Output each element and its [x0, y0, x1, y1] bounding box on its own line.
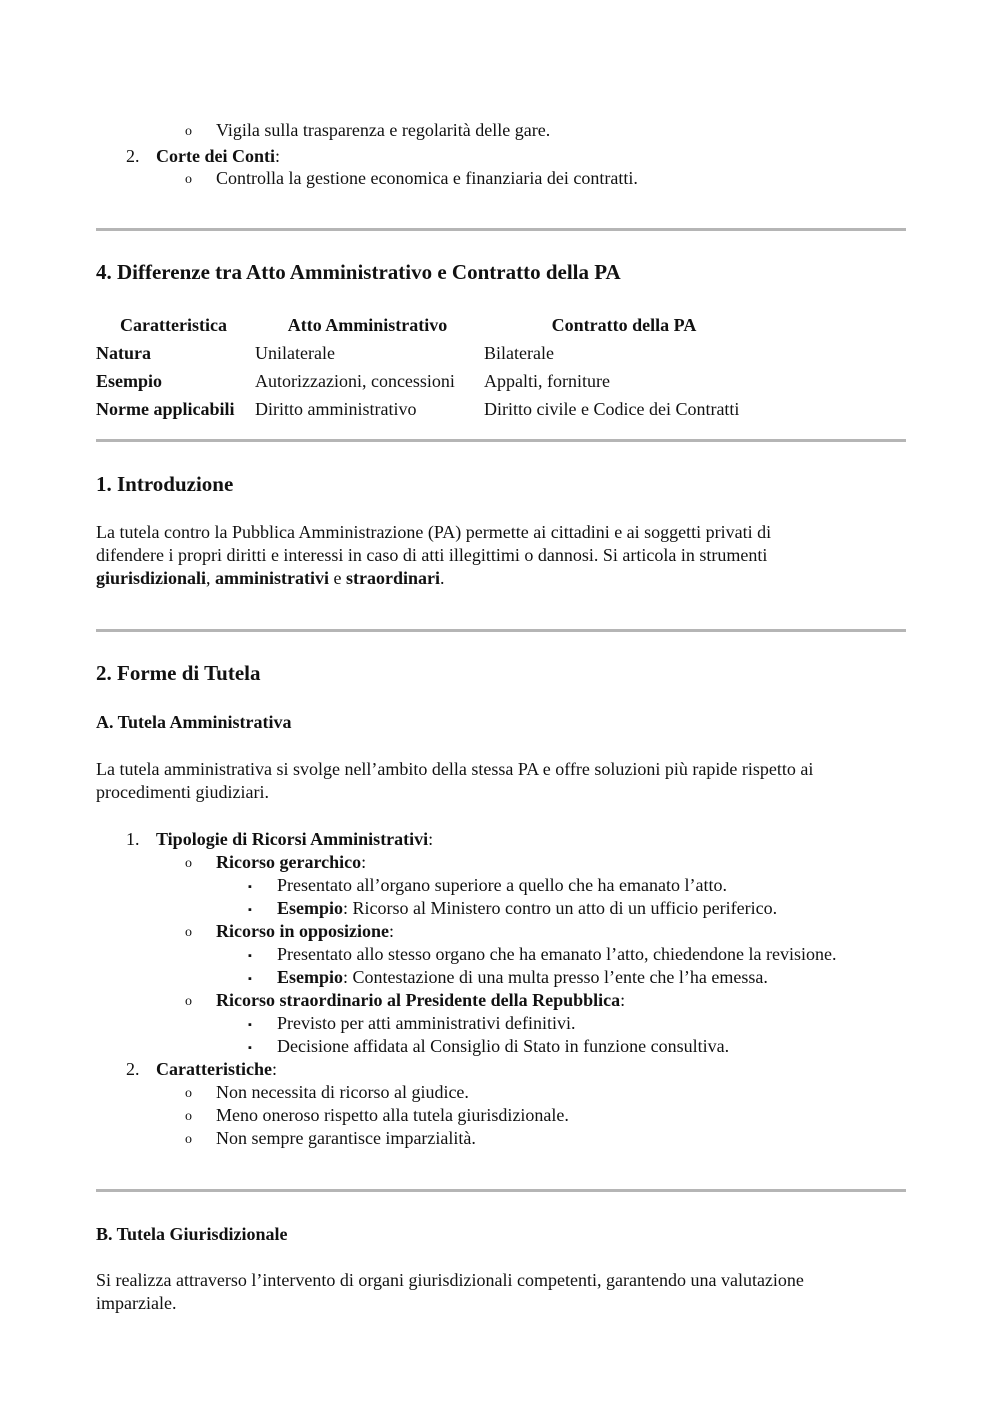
bold-term: giurisdizionali	[96, 568, 207, 588]
list-item: Controlla la gestione economica e finanziaria dei contratti.	[216, 168, 638, 188]
section-heading: 2. Forme di Tutela	[96, 661, 261, 685]
list-bullet-square: ▪	[248, 950, 252, 962]
list-item: Decisione affidata al Consiglio di Stato in funzione consultiva.	[277, 1036, 730, 1056]
list-item-title: Ricorso straordinario al Presidente della Repubblica	[216, 990, 621, 1010]
table-row	[94, 395, 766, 423]
table-cell: Autorizzazioni, concessioni	[255, 370, 455, 391]
example-text: : Contestazione di una multa presso l’ente che l’ha emessa.	[343, 967, 768, 987]
example-label: Esempio	[277, 967, 344, 987]
list-item	[156, 1058, 277, 1081]
table-row-header: Natura	[96, 342, 151, 363]
list-bullet-circle: o	[185, 1086, 192, 1101]
colon: :	[428, 829, 434, 849]
table-cell: Bilaterale	[484, 342, 554, 363]
list-item	[277, 897, 777, 920]
list-bullet-circle: o	[185, 172, 192, 187]
table-cell: Diritto civile e Codice dei Contratti	[484, 398, 740, 419]
list-item: Previsto per atti amministrativi definitivi.	[277, 1013, 576, 1033]
list-bullet-square: ▪	[248, 904, 252, 916]
list-item-title: Corte dei Conti	[156, 146, 275, 166]
example-label: Esempio	[277, 898, 344, 918]
separator: e	[329, 568, 347, 588]
table-header-cell: Atto Amministrativo	[287, 314, 448, 335]
table-header-cell: Contratto della PA	[551, 314, 697, 335]
list-item	[277, 966, 768, 989]
section-heading: 1. Introduzione	[96, 472, 234, 496]
table-cell: Diritto amministrativo	[255, 398, 417, 419]
list-item: Non necessita di ricorso al giudice.	[216, 1082, 469, 1102]
list-item: Meno oneroso rispetto alla tutela giurisdizionale.	[216, 1105, 569, 1125]
table-row	[94, 339, 766, 367]
list-bullet-circle: o	[185, 124, 192, 139]
list-bullet-square: ▪	[248, 881, 252, 893]
list-number: 1.	[126, 829, 140, 849]
horizontal-rule	[96, 1189, 906, 1192]
subsection-heading: B. Tutela Giurisdizionale	[96, 1224, 288, 1244]
colon: :	[274, 146, 280, 166]
table-row-header: Norme applicabili	[96, 398, 235, 419]
list-bullet-circle: o	[185, 856, 192, 871]
horizontal-rule	[96, 629, 906, 632]
colon: :	[389, 921, 395, 941]
paragraph-line: La tutela contro la Pubblica Amministrazione (PA) permette ai cittadini e ai soggetti privati di	[96, 522, 772, 542]
list-number: 2.	[126, 146, 140, 166]
paragraph-line	[96, 567, 445, 590]
section-heading: 4. Differenze tra Atto Amministrativo e Contratto della PA	[96, 260, 621, 284]
list-item	[156, 828, 433, 851]
list-item-title: Tipologie di Ricorsi Amministrativi	[156, 829, 429, 849]
paragraph-line: Si realizza attraverso l’intervento di organi giurisdizionali competenti, garantendo una valutazione	[96, 1270, 804, 1290]
table-header-cell: Caratteristica	[120, 314, 227, 335]
paragraph-line: imparziale.	[96, 1293, 177, 1313]
subsection-heading: A. Tutela Amministrativa	[96, 712, 292, 732]
table-row-header: Esempio	[96, 370, 163, 391]
list-item-title: Ricorso in opposizione	[216, 921, 390, 941]
list-item	[216, 851, 366, 874]
colon: :	[361, 852, 367, 872]
paragraph-line: procedimenti giudiziari.	[96, 782, 269, 802]
list-item-title: Caratteristiche	[156, 1059, 272, 1079]
list-item: Presentato all’organo superiore a quello che ha emanato l’atto.	[277, 875, 727, 895]
list-bullet-circle: o	[185, 994, 192, 1009]
list-number: 2.	[126, 1059, 140, 1079]
list-item: Vigila sulla trasparenza e regolarità delle gare.	[216, 120, 551, 140]
paragraph-line: La tutela amministrativa si svolge nell’ambito della stessa PA e offre soluzioni più rapide rispetto ai	[96, 759, 814, 779]
horizontal-rule	[96, 439, 906, 442]
paragraph-line: difendere i propri diritti e interessi in caso di atti illegittimi o dannosi. Si articola in strumenti	[96, 545, 768, 565]
bold-term: amministrativi	[215, 568, 330, 588]
list-item	[216, 989, 625, 1012]
bold-term: straordinari	[346, 568, 441, 588]
list-item: Presentato allo stesso organo che ha emanato l’atto, chiedendone la revisione.	[277, 944, 837, 964]
list-bullet-circle: o	[185, 925, 192, 940]
list-bullet-circle: o	[185, 1109, 192, 1124]
comparison-table	[94, 311, 766, 423]
colon: :	[620, 990, 626, 1010]
separator: ,	[206, 568, 216, 588]
list-item	[156, 145, 280, 168]
table-header-row	[94, 311, 766, 339]
list-bullet-circle: o	[185, 1132, 192, 1147]
period: .	[440, 568, 445, 588]
table-cell: Appalti, forniture	[484, 370, 610, 391]
table-row	[94, 367, 766, 395]
example-text: : Ricorso al Ministero contro un atto di un ufficio periferico.	[343, 898, 778, 918]
list-bullet-square: ▪	[248, 973, 252, 985]
list-bullet-square: ▪	[248, 1019, 252, 1031]
list-bullet-square: ▪	[248, 1042, 252, 1054]
table-cell: Unilaterale	[255, 342, 335, 363]
colon: :	[271, 1059, 277, 1079]
list-item	[216, 920, 394, 943]
horizontal-rule	[96, 228, 906, 231]
list-item-title: Ricorso gerarchico	[216, 852, 362, 872]
list-item: Non sempre garantisce imparzialità.	[216, 1128, 476, 1148]
